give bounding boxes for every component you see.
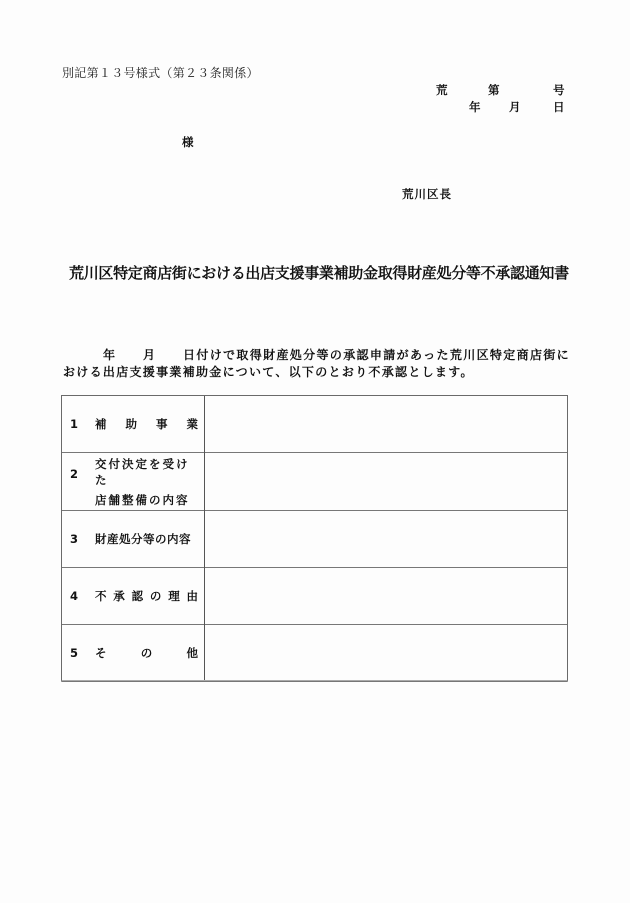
label-char: 由 <box>186 589 198 603</box>
row-label <box>62 625 204 681</box>
label-disposal-details <box>95 531 204 547</box>
label-line: 交付決定を受けた <box>95 456 190 487</box>
value-other[interactable] <box>205 625 567 681</box>
value-store-improvement[interactable] <box>205 453 567 510</box>
label-char: 事 <box>156 417 168 431</box>
label-char: 承 <box>113 589 125 603</box>
value-rejection-reason[interactable] <box>205 568 567 624</box>
label-char: 不 <box>95 589 107 603</box>
label-char: 他 <box>186 646 198 660</box>
date-day: 日 <box>553 100 565 114</box>
table-row <box>62 396 567 453</box>
label-char: 財産処分等の内容 <box>95 532 191 546</box>
date-month: 月 <box>509 100 521 114</box>
label-char: そ <box>95 646 107 660</box>
reference-prefix: 荒 <box>436 83 448 97</box>
label-store-improvement <box>95 456 204 508</box>
value-disposal-details[interactable] <box>205 511 567 567</box>
label-char: 業 <box>186 417 198 431</box>
table-row <box>62 625 567 682</box>
date-year: 年 <box>469 100 481 114</box>
body-month: 月 <box>143 348 157 362</box>
body-line1: 日付けで取得財産処分等の承認申請があった荒川区特定商店街に <box>183 348 571 362</box>
row-label <box>62 396 204 452</box>
row-number: 2 <box>70 467 79 481</box>
value-subsidy-project[interactable] <box>205 396 567 452</box>
row-label <box>62 568 204 624</box>
label-char: 認 <box>131 589 144 603</box>
label-rejection-reason <box>95 588 204 604</box>
details-table <box>61 395 568 682</box>
label-subsidy-project <box>95 416 204 432</box>
label-char: の <box>149 589 162 603</box>
document-title: 荒川区特定商店街における出店支援事業補助金取得財産処分等不承認通知書 <box>69 264 569 282</box>
table-row <box>62 453 567 511</box>
body-year: 年 <box>103 348 117 362</box>
table-row <box>62 511 567 568</box>
recipient-suffix: 様 <box>182 135 194 149</box>
reference-go: 号 <box>553 83 565 97</box>
table-row <box>62 568 567 625</box>
row-number: 3 <box>70 532 79 546</box>
row-label <box>62 511 204 567</box>
issuer: 荒川区長 <box>402 187 452 201</box>
label-line: 店舗整備の内容 <box>95 492 190 507</box>
row-label <box>62 453 204 510</box>
label-char: 理 <box>168 589 180 603</box>
column-divider <box>204 396 205 680</box>
reference-dai: 第 <box>488 83 500 97</box>
label-char: 助 <box>125 417 137 431</box>
label-char: の <box>140 646 153 660</box>
row-number: 1 <box>70 417 79 431</box>
body-line2: おける出店支援事業補助金について、以下のとおり不承認とします。 <box>63 365 474 379</box>
label-char: 補 <box>95 417 107 431</box>
label-other <box>95 645 204 661</box>
form-number-label: 別記第１３号様式（第２３条関係） <box>62 66 259 80</box>
row-number: 5 <box>70 646 79 660</box>
row-number: 4 <box>70 589 79 603</box>
